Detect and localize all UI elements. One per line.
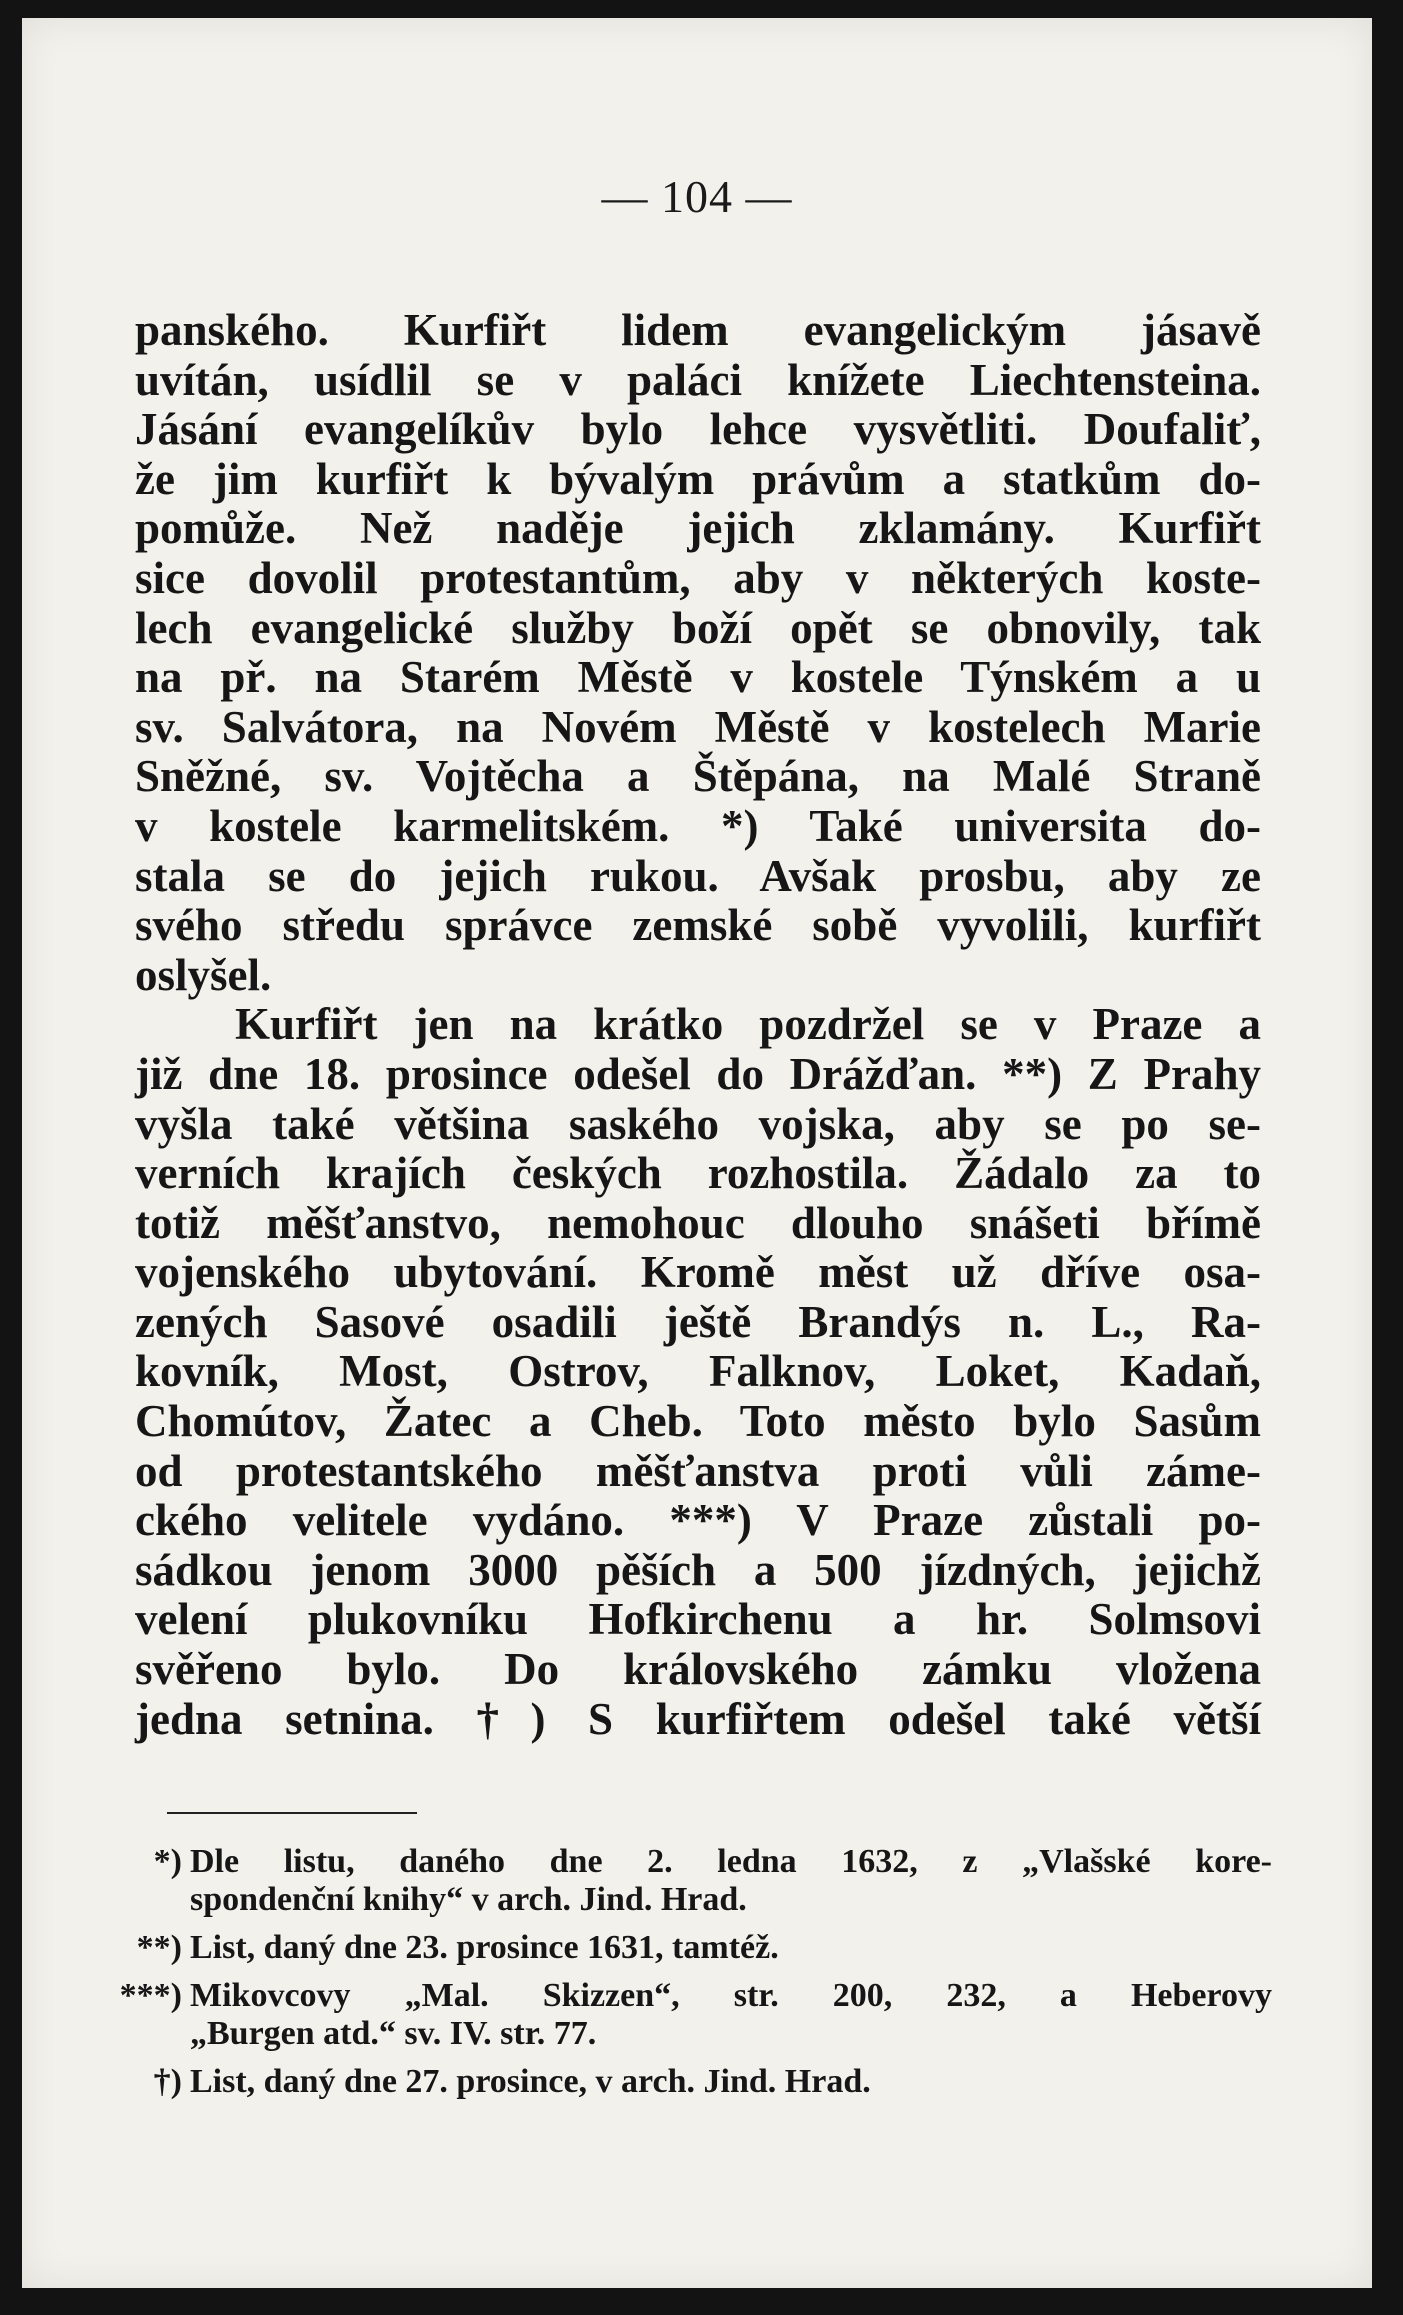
text-line: sice dovolil protestantům, aby v některých koste- bbox=[135, 552, 1261, 603]
text-line: lech evangelické služby boží opět se obnovily, tak bbox=[135, 602, 1261, 653]
footnote bbox=[122, 1929, 1272, 1967]
footnote-line: List, daný dne 27. prosince, v arch. Jind. Hrad. bbox=[190, 2063, 871, 2100]
text-line: Kurfiřt jen na krátko pozdržel se v Praze a bbox=[235, 999, 1261, 1050]
text-line: panského. Kurfiřt lidem evangelickým jásavě bbox=[135, 305, 1261, 355]
footnote-line: spondenční knihy“ v arch. Jind. Hrad. bbox=[190, 1881, 747, 1918]
text-line: že jim kurfiřt k bývalým právům a statkům do- bbox=[135, 453, 1261, 504]
footnote-divider bbox=[167, 1812, 417, 1814]
text-line: Chomútov, Žatec a Cheb. Toto město bylo Sasům bbox=[135, 1396, 1261, 1447]
body-text bbox=[135, 306, 1261, 1744]
text-line: svého středu správce zemské sobě vyvolili, kurfiřt bbox=[135, 900, 1261, 951]
text-line: vojenského ubytování. Kromě měst už dříve osa- bbox=[135, 1247, 1261, 1298]
footnote bbox=[119, 1977, 1272, 2053]
text-line: svěřeno bylo. Do královského zámku vložena bbox=[135, 1644, 1261, 1695]
footnote-mark: ***) bbox=[119, 1977, 182, 2014]
footnote-line: List, daný dne 23. prosince 1631, tamtéž. bbox=[190, 1929, 779, 1966]
footnote-line: Dle listu, daného dne 2. ledna 1632, z „Vlašské kore- bbox=[190, 1843, 1272, 1880]
text-line: verních krajích českých rozhostila. Žádalo za to bbox=[135, 1148, 1261, 1199]
footnote bbox=[122, 2063, 1272, 2101]
text-line: na př. na Starém Městě v kostele Týnském a u bbox=[135, 652, 1261, 703]
text-line: uvítán, usídlil se v paláci knížete Liechtensteina. bbox=[135, 354, 1261, 405]
footnotes bbox=[119, 1843, 1272, 2111]
text-line: sádkou jenom 3000 pěších a 500 jízdných, jejichž bbox=[135, 1544, 1261, 1595]
book-page bbox=[22, 18, 1372, 2288]
text-line: oslyšel. bbox=[135, 949, 272, 1000]
footnote-mark: †) bbox=[153, 2063, 182, 2100]
text-line: pomůže. Než naděje jejich zklamány. Kurfiřt bbox=[135, 503, 1261, 554]
footnote-line: Mikovcovy „Mal. Skizzen“, str. 200, 232, a Heberovy bbox=[190, 1977, 1272, 2014]
footnote-line: „Burgen atd.“ sv. IV. str. 77. bbox=[190, 2015, 597, 2052]
footnote bbox=[122, 1843, 1272, 1919]
page-number: — 104 — bbox=[601, 171, 793, 222]
text-line: stala se do jejich rukou. Avšak prosbu, aby ze bbox=[135, 850, 1261, 901]
text-line: Sněžné, sv. Vojtěcha a Štěpána, na Malé Straně bbox=[135, 751, 1261, 802]
text-line: sv. Salvátora, na Novém Městě v kostelech Marie bbox=[135, 701, 1261, 752]
text-line: v kostele karmelitském. *) Také universita do- bbox=[135, 800, 1261, 851]
text-line: již dne 18. prosince odešel do Drážďan. **) Z Prahy bbox=[135, 1048, 1261, 1099]
text-line: Jásání evangelíkův bylo lehce vysvětliti. Doufaliť, bbox=[135, 404, 1261, 455]
text-line: ckého velitele vydáno. ***) V Praze zůstali po- bbox=[135, 1495, 1261, 1546]
footnote-mark: **) bbox=[136, 1929, 182, 1966]
text-line: kovník, Most, Ostrov, Falknov, Loket, Kadaň, bbox=[135, 1346, 1261, 1397]
footnote-mark: *) bbox=[153, 1843, 182, 1880]
text-line: totiž měšťanstvo, nemohouc dlouho snášeti břímě bbox=[135, 1197, 1261, 1248]
text-line: vyšla také většina saského vojska, aby se po se- bbox=[135, 1098, 1261, 1149]
text-line: jedna setnina. †) S kurfiřtem odešel také větší bbox=[135, 1693, 1261, 1744]
text-line: od protestantského měšťanstva proti vůli záme- bbox=[135, 1445, 1261, 1496]
text-line: zených Sasové osadili ještě Brandýs n. L., Ra- bbox=[135, 1296, 1261, 1347]
text-line: velení plukovníku Hofkirchenu a hr. Solmsovi bbox=[135, 1594, 1261, 1645]
